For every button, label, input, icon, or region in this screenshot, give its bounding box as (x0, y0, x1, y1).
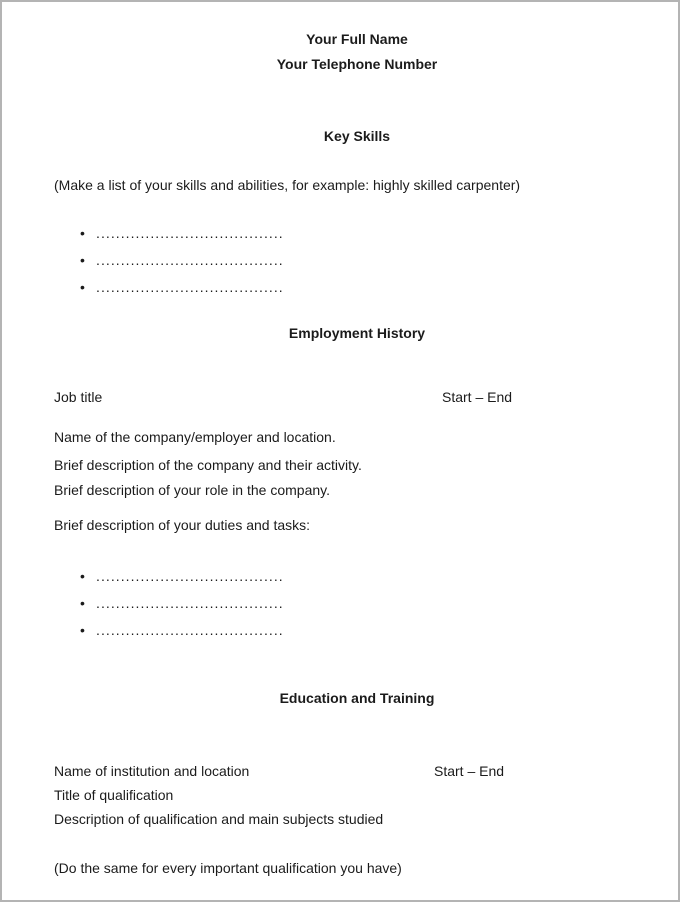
full-name-heading: Your Full Name (306, 31, 408, 47)
education-note: (Do the same for every important qualification you have) (54, 860, 402, 876)
bullet-icon: • (80, 622, 85, 638)
duty-bullet-item (2, 621, 678, 639)
bullet-icon: • (80, 568, 85, 584)
employment-date-range: Start – End (442, 389, 513, 405)
skill-bullet-item (2, 224, 678, 242)
company-line: Name of the company/employer and location. (54, 429, 336, 445)
institution-line: Name of institution and location (54, 763, 250, 779)
dotted-placeholder: ...................................... (96, 225, 284, 241)
bullet-icon: • (80, 595, 85, 611)
bullet-icon: • (80, 225, 85, 241)
dotted-placeholder: ...................................... (96, 252, 284, 268)
company-activity-line: Brief description of the company and their activity. (54, 457, 362, 473)
qualification-description-line: Description of qualification and main subjects studied (54, 811, 384, 827)
employment-heading: Employment History (288, 325, 426, 341)
dotted-placeholder: ...................................... (96, 568, 284, 584)
education-title-row (2, 762, 678, 780)
education-date-range: Start – End (434, 763, 505, 779)
education-heading: Education and Training (279, 690, 435, 706)
employment-title-row (2, 388, 678, 406)
dotted-placeholder: ...................................... (96, 622, 284, 638)
skill-bullet-item (2, 251, 678, 269)
duties-label: Brief description of your duties and tasks: (54, 517, 311, 533)
qualification-line: Title of qualification (54, 787, 174, 803)
key-skills-heading: Key Skills (323, 128, 391, 144)
bullet-icon: • (80, 279, 85, 295)
skill-bullet-item (2, 278, 678, 296)
dotted-placeholder: ...................................... (96, 595, 284, 611)
duty-bullet-item (2, 567, 678, 585)
dotted-placeholder: ...................................... (96, 279, 284, 295)
key-skills-hint: (Make a list of your skills and abilities, for example: highly skilled carpenter) (54, 177, 521, 193)
bullet-icon: • (80, 252, 85, 268)
job-title-label: Job title (54, 389, 103, 405)
role-line: Brief description of your role in the company. (54, 482, 330, 498)
telephone-heading: Your Telephone Number (276, 56, 438, 72)
duty-bullet-item (2, 594, 678, 612)
